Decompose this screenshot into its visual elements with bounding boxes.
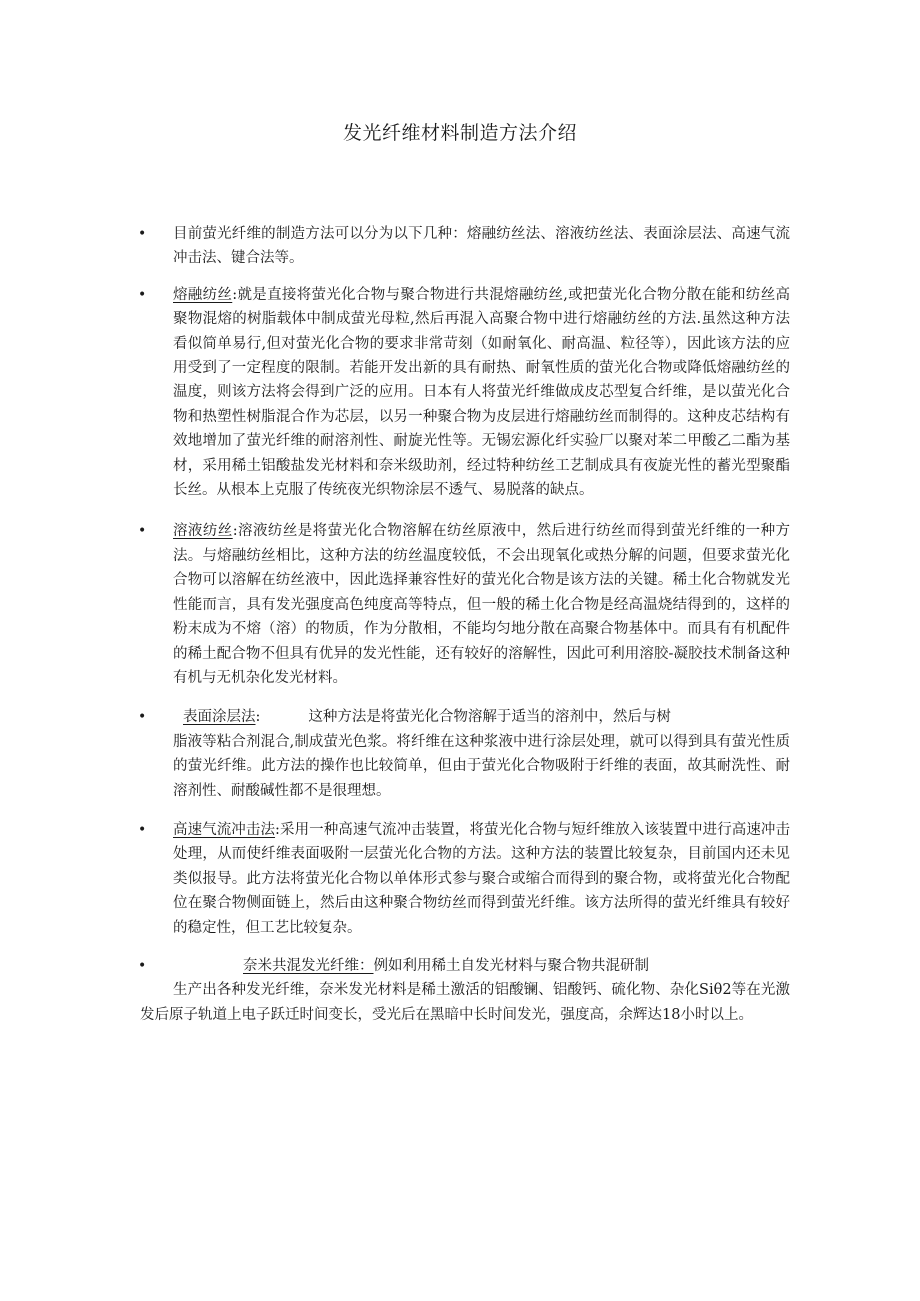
nano-blend-label: 奈米共混发光纤维： [243, 957, 374, 974]
list-item-surface-coating [0, 705, 790, 803]
label-separator: : [232, 523, 238, 540]
bullet-icon: • [138, 523, 147, 540]
bullet-icon: • [138, 286, 147, 303]
bullet-icon: • [138, 709, 147, 726]
bullet-icon: • [138, 821, 147, 838]
surface-coating-label: 表面涂层法 [183, 709, 256, 726]
surface-coating-text-first: 这种方法是将萤光化合物溶解于适当的溶剂中，然后与树 [308, 709, 671, 726]
label-separator: : [275, 821, 280, 838]
method-list [0, 222, 920, 1027]
intro-text: 目前萤光纤维的制造方法可以分为以下几种：熔融纺丝法、溶液纺丝法、表面涂层法、高速气流冲击法、键合法等。 [173, 226, 790, 267]
bullet-icon: • [138, 957, 147, 974]
solution-spinning-label: 溶液纺丝 [173, 523, 233, 540]
airflow-impact-text: 采用一种高速气流冲击装置，将萤光化合物与短纤维放入该装置中进行高速冲击处理，从而使纤维表面吸附一层萤光化合物的方法。这种方法的装置比较复杂，目前国内还未见类似报导。此方法将萤光化合物以单体形式参与聚合或缩合而得到的聚合物，或将萤光化合物配位在聚合物侧面链上，然后由这种聚合物纺丝而得到萤光纤维。该方法所得的萤光纤维具有较好的稳定性，但工艺比较复杂。 [173, 821, 791, 936]
list-item-solution-spinning [0, 519, 790, 690]
document-title: 发光纤维材料制造方法介绍 [342, 122, 577, 144]
list-item-nano-blend [0, 954, 790, 1027]
solution-spinning-text: 溶液纺丝是将萤光化合物溶解在纺丝原液中，然后进行纺丝而得到萤光纤维的一种方法。与熔融纺丝相比，这种方法的纺丝温度较低，不会出现氧化或热分解的问题，但要求萤光化合物可以溶解在纺丝液中，因此选择兼容性好的萤光化合物是该方法的关键。稀土化合物就发光性能而言，具有发光强度高色纯度高等特点，但一般的稀土化合物是经高温烧结得到的，这样的粉末成为不熔（溶）的物质，作为分散相，不能均匀地分散在高聚合物基体中。而具有有机配件的稀土配合物不但具有优异的发光性能，还有较好的溶解性，因此可利用溶胶-凝胶技术制备这种有机与无机杂化发光材料。 [173, 523, 790, 686]
melt-spinning-text: 就是直接将萤光化合物与聚合物进行共混熔融纺丝,或把萤光化合物分散在能和纺丝高聚物混熔的树脂载体中制成萤光母粒,然后再混入高聚合物中进行熔融纺丝的方法.虽然这种方法看似简单易行,但对萤光化合物的要求非常苛刻（如耐氧化、耐高温、粒径等），因此该方法的应用受到了一定程度的限制。若能开发出新的具有耐热、耐氧性质的萤光化合物或降低熔融纺丝的温度，则该方法将会得到广泛的应用。日本有人将萤光纤维做成皮芯型复合纤维，是以萤光化合物和热塑性树脂混合作为芯层，以另一种聚合物为皮层进行熔融纺丝而制得的。这种皮芯结构有效地增加了萤光纤维的耐溶剂性、耐旋光性等。无锡宏源化纤实验厂以聚对苯二甲酸乙二酯为基材，采用稀土铝酸盐发光材料和奈米级助剂，经过特种纺丝工艺制成具有夜旋光性的蓄光型聚酯长丝。从根本上克服了传统夜光织物涂层不透气、易脱落的缺点。 [173, 286, 791, 499]
surface-coating-text: 脂液等粘合剂混合,制成萤光色浆。将纤维在这种浆液中进行涂层处理，就可以得到具有萤光性质的萤光纤维。此方法的操作也比较简单，但由于萤光化合物吸附于纤维的表面，故其耐洗性、耐溶剂性、耐酸碱性都不是很理想。 [173, 733, 790, 799]
melt-spinning-label: 熔融纺丝 [173, 286, 233, 303]
list-item-intro [0, 222, 790, 271]
nano-blend-text-first: 例如利用稀土自发光材料与聚合物共混研制 [373, 957, 649, 974]
label-separator: : [232, 286, 238, 303]
nano-blend-text: 生产出各种发光纤维，奈米发光材料是稀土激活的铝酸镧、铝酸钙、硫化物、杂化Siθ2等在光激发后原子轨道上电子跃迁时间变长，受光后在黑暗中长时间发光，强度高，余辉达18小时以上。 [140, 982, 790, 1023]
bullet-icon: • [138, 226, 147, 242]
label-separator: : [255, 709, 261, 726]
list-item-airflow-impact [0, 818, 790, 940]
airflow-impact-label: 高速气流冲击法 [173, 821, 276, 838]
list-item-melt-spinning [0, 283, 790, 503]
